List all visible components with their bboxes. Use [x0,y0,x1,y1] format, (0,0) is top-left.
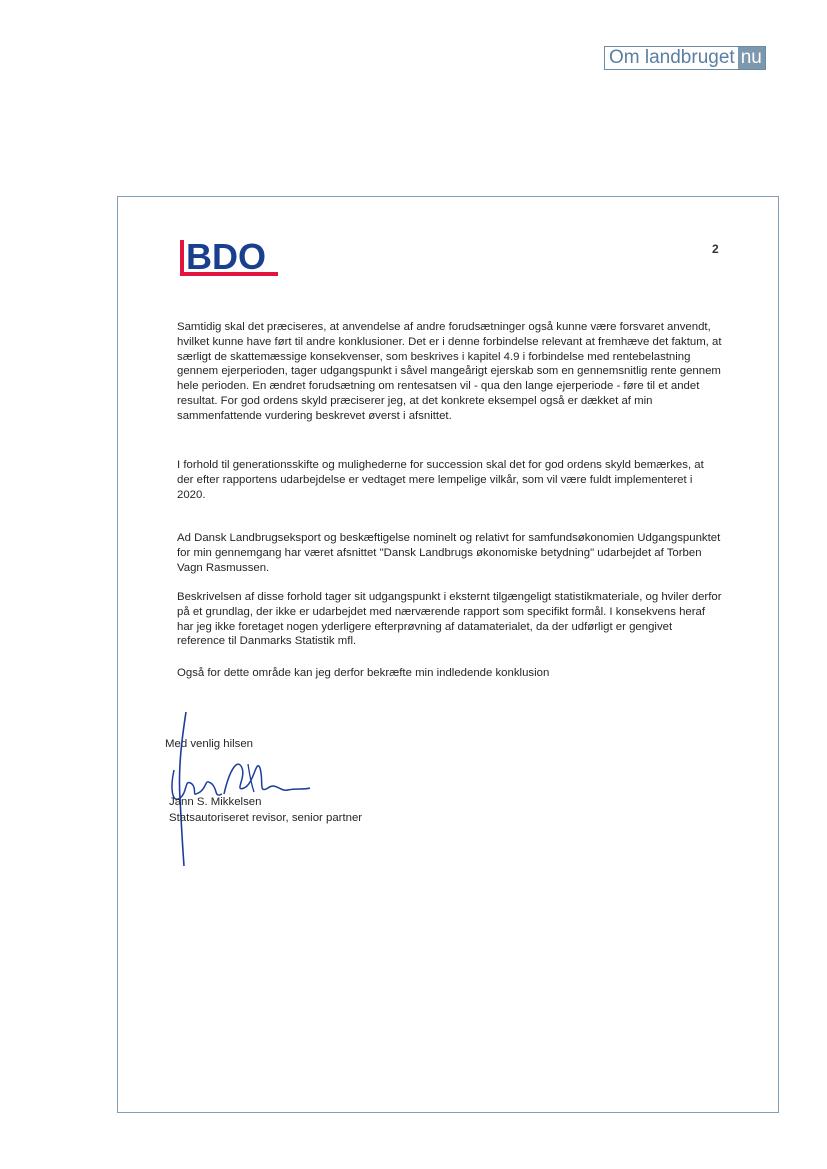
bdo-logo-text: BDO [186,236,266,277]
header-logo-badge: nu [738,47,765,69]
paragraph-5: Også for dette område kan jeg derfor bekræfte min indledende konklusion [177,667,550,679]
bdo-logo [180,236,280,278]
page-number: 2 [712,242,719,256]
signer-title: Statsautoriseret revisor, senior partner [169,812,363,824]
header-logo-text: Om landbruget [609,47,735,68]
paragraph-1: Samtidig skal det præciseres, at anvendelse af andre forudsætninger også kunne være forsvaret anvendt, hvilket kunne have ført til andre konklusioner. Det er i denne forbindelse relevant at fremhæve det faktum, at særligt de skattemæssige konsekvenser, som beskrives i kapitel 4.9 i forbindelse med rentebelastning gennem ejerperioden, tager udgangspunkt i såvel mangeårigt ejerskab som en gennemsnitlig rente gennem hele perioden. En ændret forudsætning om rentesatsen vil - qua den lange ejerperiode - føre til et andet resultat. For god ordens skyld præciserer jeg, at det konkrete eksempel også er dækket af min sammenfattende vurdering beskrevet øverst i afsnittet. [177,321,722,422]
paragraph-4: Beskrivelsen af disse forhold tager sit udgangspunkt i eksternt tilgængeligt statistikmateriale, og hviler derfor på et grundlag, der ikke er udarbejdet med nærværende rapport som specifikt formål. I konsekvens heraf har jeg ikke foretaget nogen yderligere efterprøvning af datamaterialet, da der udførligt er gengivet reference til Danmarks Statistik mfl. [177,591,722,648]
header-logo [604,46,766,70]
closing-greeting: Med venlig hilsen [165,738,254,750]
paragraph-2: I forhold til generationsskifte og mulighederne for succession skal det for god ordens skyld bemærkes, at der efter rapportens udarbejdelse er vedtaget mere lempelige vilkår, som vil være fuldt implementeret i 2020. [177,459,704,501]
paragraph-3: Ad Dansk Landbrugseksport og beskæftigelse nominelt og relativt for samfundsøkonomien Udgangspunktet for min gennemgang har været afsnittet "Dansk Landbrugs økonomiske betydning" udarbejdet af Torben Vagn Rasmussen. [177,532,721,574]
signature [164,708,314,870]
signer-name: Jann S. Mikkelsen [169,796,262,808]
bdo-logo-accent-bar [180,240,184,276]
